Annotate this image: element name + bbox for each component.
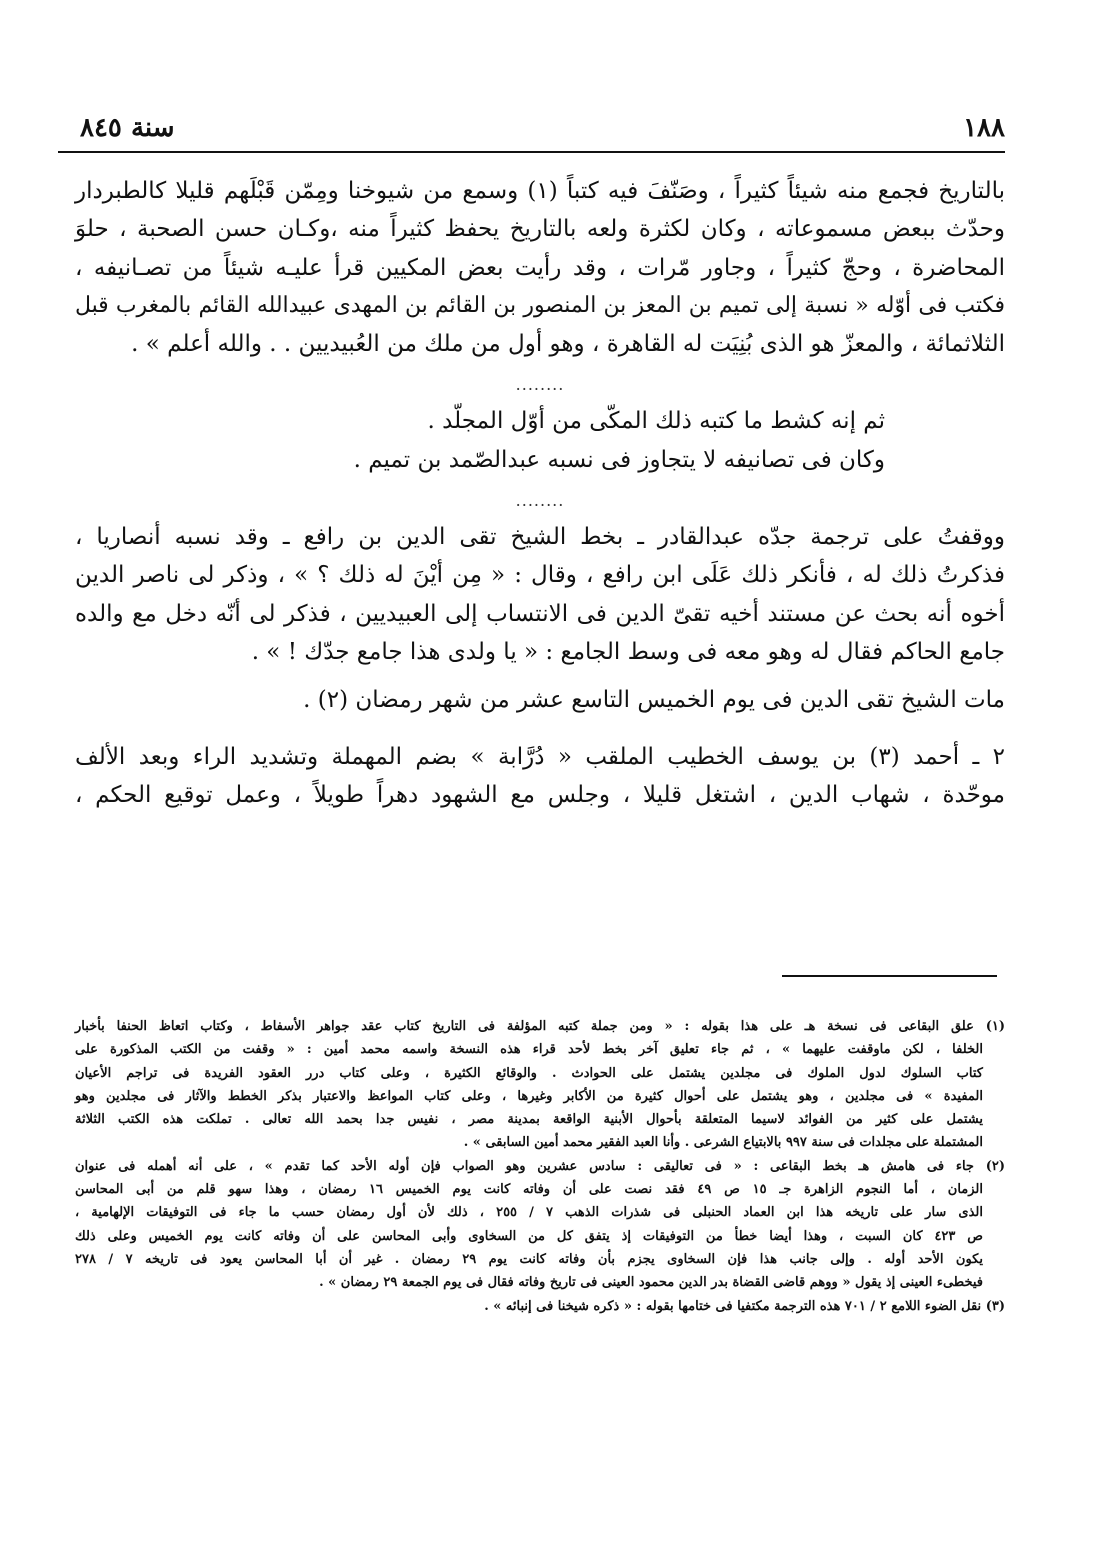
footnote-line: المفيدة » فى مجلدين ، وهو يشتمل على أحوال كثيرة من الأكابر وغيرها ، وعلى كتاب المواعظ والاعتبار بذكر الخطط والآثار فى مجلدين وهو (75, 1088, 983, 1104)
footnote-line: الزمان ، أما النجوم الزاهرة جـ ١٥ ص ٤٩ فقد نصت على أن وفاته كانت يوم الخميس ١٦ رمضان ، وهذا سهو قلم من أبى المحاسن (75, 1182, 983, 1198)
footnote-1 (75, 1015, 1005, 1155)
year-label: سنة ٨٤٥ (80, 113, 175, 143)
paragraph-3 (75, 518, 1005, 671)
text-line: وحدّث ببعض مسموعاته ، وكان لكثرة ولعه بالتاريخ يحفظ كثيراً منه ،وكـان حسن الصحبة ، حلوَ (75, 216, 1005, 243)
text-line: موحّدة ، شهاب الدين ، اشتغل قليلا ، وجلس مع الشهود دهراً طويلاً ، وعمل توقيع الحكم ، (75, 781, 1005, 808)
footnote-rule (782, 975, 997, 977)
text-line: فذكرتُ ذلك له ، فأنكر ذلك عَلَى ابن رافع ، وقال : « مِن أيْنَ له ذلك ؟ » ، وذكر لى ناصر الدين (75, 562, 1005, 589)
text-line: الثلاثمائة ، والمعزّ هو الذى بُنِيَت له القاهرة ، وهو أول من ملك من العُبيديين . . والله أعلم » . (131, 331, 1005, 358)
paragraph-1 (75, 172, 1005, 363)
section-separator: ........ (515, 375, 565, 395)
section-separator: ........ (515, 491, 565, 511)
entry-2-ahmad (75, 738, 1005, 815)
footnote-line: الخلفا ، لكن ماوقفت عليهما » ، ثم جاء تعليق آخر بخط لأحد قراء هذه النسخة واسمه محمد أمين : « وقفت من الكتب المذكورة على (75, 1042, 983, 1058)
text-line: مات الشيخ تقى الدين فى يوم الخميس التاسع عشر من شهر رمضان (٢) . (303, 687, 1005, 714)
footnote-line: (١) علق البقاعى فى نسخة هـ على هذا بقوله : « ومن جملة كتبه المؤلفة فى التاريخ كتاب عقد جواهر الأسفاط ، وكتاب اتعاظ الحنفا بأخبار (75, 1019, 1005, 1034)
footnote-line: ص ٤٢٣ كان السبت ، وهذا أيضا خطأ من التوفيقات إذ يتفق كل من السخاوى وأبى المحاسن على أن وفاته كانت يوم الخميس وعلى ذلك (75, 1228, 983, 1244)
footnote-line: (٣) نقل الضوء اللامع ٢ / ٧٠١ هذه الترجمة مكتفيا فى ختامها بقوله : « ذكره شيخنا فى إنبائه » . (484, 1298, 1005, 1314)
text-line: بالتاريخ فجمع منه شيئاً كثيراً ، وصَنّفَ فيه كتباً (١) وسمع من شيوخنا ومِمّن قَبْلَهم قليلا كالطبردار (75, 178, 1005, 204)
footnote-line: يشتمل على كثير من الفوائد لاسيما المتعلقة بأحوال الأبنية الواقعة بمدينة مصر ، نفيس جدا بحمد الله تعالى . تملكت هذه الكتب الثلاثة (75, 1112, 983, 1128)
text-line: ثم إنه كشط ما كتبه ذلك المكّى من أوّل المجلّد . (427, 408, 885, 435)
text-line: أخوه أنه بحث عن مستند أخيه تقىّ الدين فى الانتساب إلى العبيديين ، فذكر لى أنّه دخل مع والده (75, 600, 1006, 627)
text-line: ووقفتُ على ترجمة جدّه عبدالقادر ـ بخط الشيخ تقى الدين بن رافع ـ وقد نسبه أنصاريا ، (75, 524, 1005, 551)
footnote-line: كتاب السلوك لدول الملوك فى مجلدين يشتمل على الحوادث . والوقائع الكثيرة ، وعلى كتاب درر العقود الفريدة فى تراجم الأعيان (75, 1065, 983, 1081)
footnote-line: (٢) جاء فى هامش هـ بخط البقاعى : « فى تعاليقى : سادس عشرين وهو الصواب فإن أوله الأحد كما تقدم » ، على أنه أهمله فى عنوان (75, 1158, 1005, 1174)
text-line: جامع الحاكم فقال له وهو معه فى وسط الجامع : « يا ولدى هذا جامع جدّك ! » . (251, 638, 1005, 665)
paragraph-4 (75, 681, 1005, 719)
text-line: وكان فى تصانيفه لا يتجاوز فى نسبه عبدالصّمد بن تميم . (353, 446, 885, 473)
text-line: ٢ ـ أحمد (٣) بن يوسف الخطيب الملقب « دُرَّابة » بضم المهملة وتشديد الراء وبعد الألف (75, 743, 1005, 770)
text-line: المحاضرة ، وحجّ كثيراً ، وجاور مّرات ، وقد رأيت بعض المكيين قرأ عليـه شيئاً من تصـانيفه ، (75, 254, 1005, 281)
footnote-2 (75, 1155, 1005, 1295)
footnote-line: يكون الأحد أوله . وإلى جانب هذا فإن السخاوى يجزم بأن وفاته كانت يوم ٢٩ رمضان . غير أن أبا المحاسن يعود فى تاريخه ٧ / ٢٧٨ (75, 1251, 983, 1267)
main-text (75, 172, 1005, 814)
footnote-line: الذى سار على تاريخه هذا ابن العماد الحنبلى فى شذرات الذهب ٧ / ٢٥٥ ، ذلك لأن أول رمضان حسب ما جاء فى التوفيقات الإلهامية ، (75, 1205, 983, 1221)
footnote-line: فيخطىء العينى إذ يقول « ووهم قاضى القضاة بدر الدين محمود العينى فى تاريخ وفاته فقال فى يوم الجمعة ٢٩ رمضان » . (319, 1275, 983, 1291)
paragraph-2 (75, 402, 1005, 479)
footnotes (75, 1015, 1005, 1318)
footnote-line: المشتملة على مجلدات فى سنة ٩٩٧ بالابتياع الشرعى . وأنا العبد الفقير محمد أمين السابقى » . (463, 1135, 983, 1151)
footnote-3 (75, 1295, 1005, 1318)
page-number: ١٨٨ (963, 113, 1005, 143)
running-head (80, 108, 1005, 148)
header-rule (58, 151, 1005, 153)
text-line: فكتب فى أوّله « نسبة إلى تميم بن المعز بن المنصور بن القائم بن المهدى عبيدالله القائم بالمغرب قبل (75, 292, 1005, 318)
